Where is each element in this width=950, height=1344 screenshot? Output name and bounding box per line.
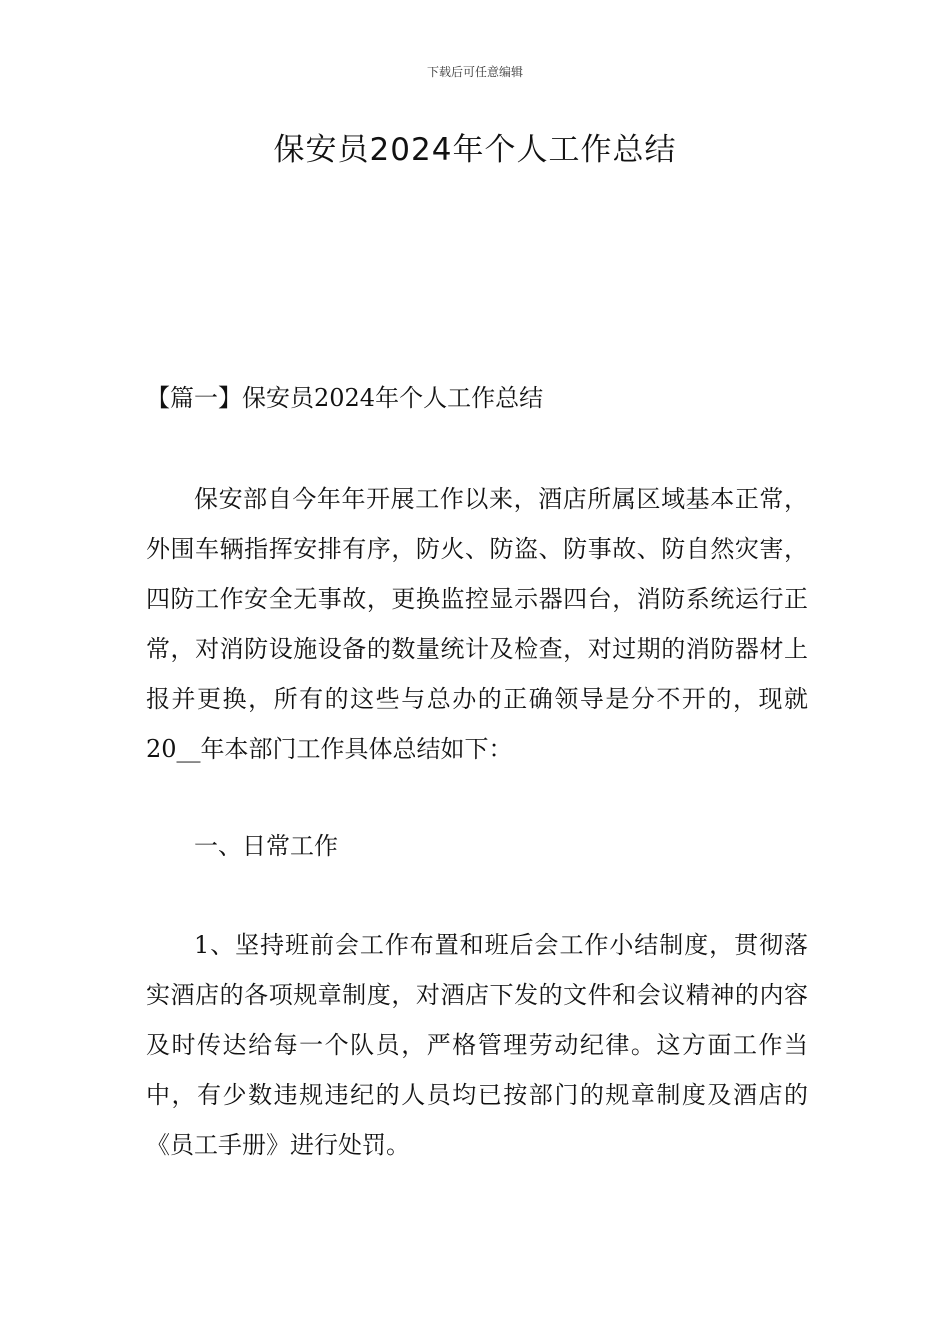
document-title: 保安员2024年个人工作总结: [273, 132, 677, 168]
section-heading: 【篇一】保安员2024年个人工作总结: [146, 384, 544, 412]
header-note: 下载后可任意编辑: [426, 65, 523, 79]
body-paragraph-item-1: 1、坚持班前会工作布置和班后会工作小结制度，贯彻落实酒店的各项规章制度，对酒店下发的文件和会议精神的内容及时传达给每一个队员，严格管理劳动纪律。这方面工作当中，有少数违规违纪的人员均已按部门的规章制度及酒店的《员工手册》进行处罚。: [146, 931, 808, 1159]
subheading-daily-work: 一、日常工作: [194, 832, 338, 860]
body-paragraph-intro: 保安部自今年年开展工作以来，酒店所属区域基本正常，外围车辆指挥安排有序，防火、防盗、防事故、防自然灾害，四防工作安全无事故，更换监控显示器四台，消防系统运行正常，对消防设施设备的数量统计及检查，对过期的消防器材上报并更换，所有的这些与总办的正确领导是分不开的，现就20__年本部门工作具体总结如下：: [146, 485, 808, 763]
